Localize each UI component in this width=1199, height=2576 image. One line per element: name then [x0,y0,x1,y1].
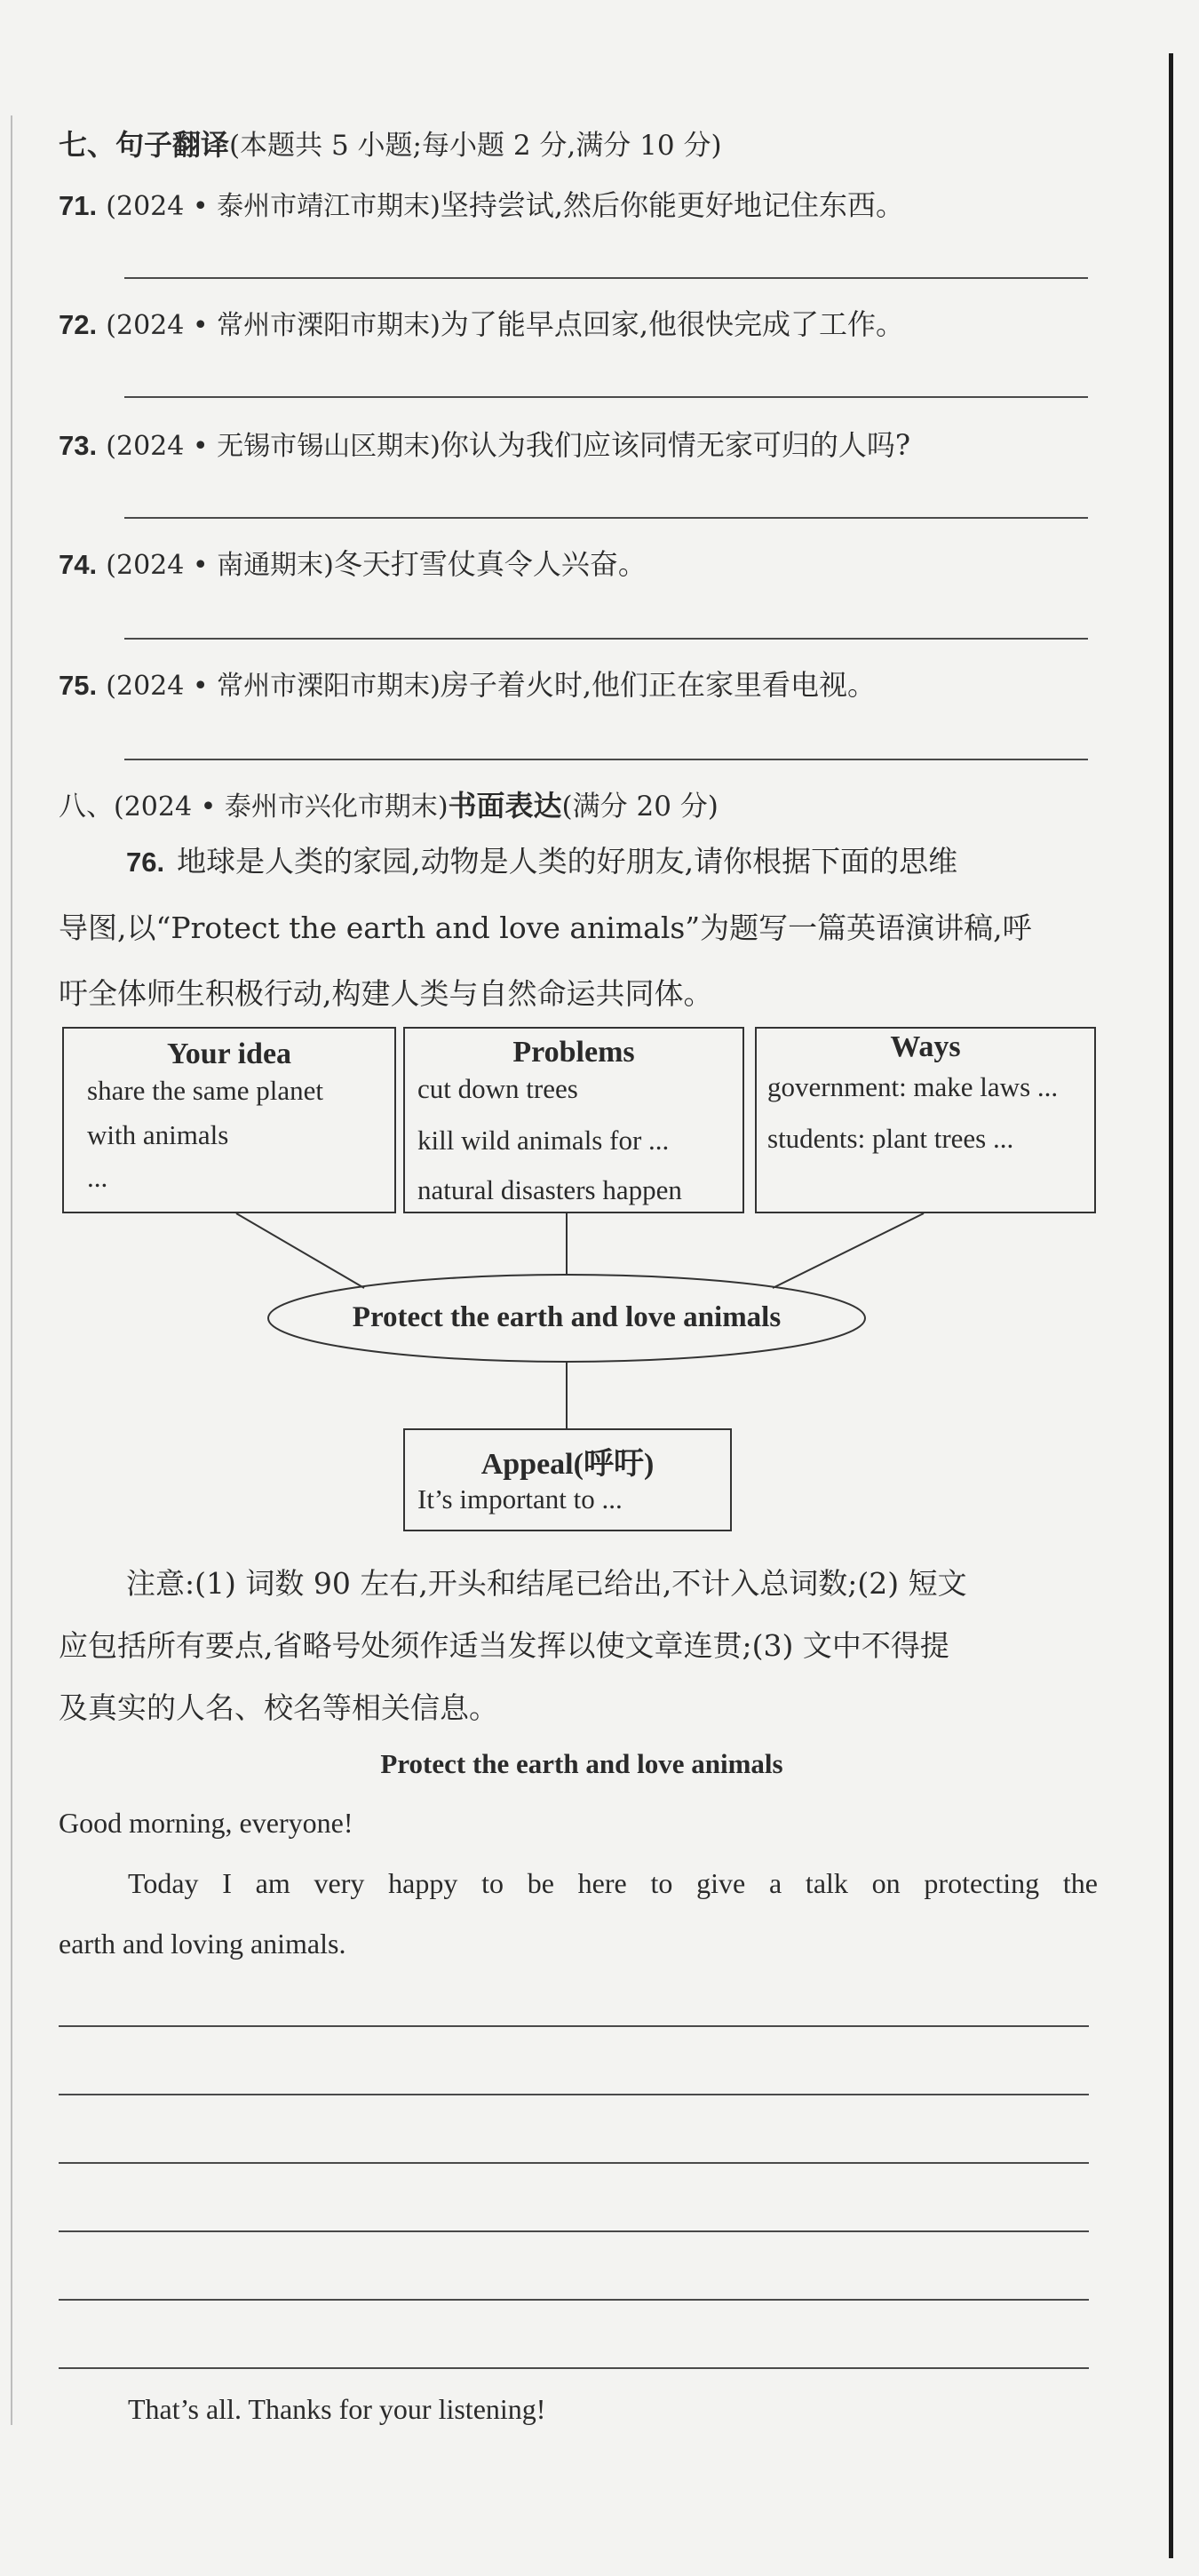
essay-greeting: Good morning, everyone! [59,1807,353,1839]
question-text: 为了能早点回家,他很快完成了工作。 [440,307,904,341]
connector-idea [236,1213,364,1288]
prompt-line-2: 导图,以“Protect the earth and love animals”为题写一篇英语演讲稿,呼 [59,910,1032,945]
section-8-source: (2024 • 泰州市兴化市期末) [114,791,449,823]
question-text: 坚持尝试,然后你能更好地记住东西。 [440,188,904,222]
appeal-line: It’s important to ... [417,1483,623,1515]
notes-line-1: 注意:(1) 词数 90 左右,开头和结尾已给出,不计入总词数;(2) 短文 [126,1566,967,1601]
question-text: 房子着火时,他们正在家里看电视。 [440,668,876,702]
essay-intro-line-2: earth and loving animals. [59,1928,346,1960]
appeal-title: Appeal(呼吁) [480,1448,655,1481]
idea-title: Your idea [166,1038,292,1070]
ways-line: students: plant trees ... [767,1123,1014,1154]
writing-line[interactable] [59,2025,1089,2027]
writing-line[interactable] [59,2094,1089,2095]
problems-line: kill wild animals for ... [417,1125,670,1156]
idea-line: share the same planet [87,1075,323,1106]
section-7-title: 句子翻译 [115,128,230,162]
writing-notes [59,1553,967,1739]
prompt-line-3: 吁全体师生积极行动,构建人类与自然命运共同体。 [59,976,713,1011]
connector-ways [773,1213,924,1288]
question-source: (2024 • 常州市溧阳市期末) [106,671,441,702]
essay-title: Protect the earth and love animals [380,1748,783,1779]
ways-title: Ways [890,1030,961,1063]
center-topic: Protect the earth and love animals [352,1301,782,1333]
problems-line: cut down trees [417,1073,578,1104]
idea-line: ... [87,1162,108,1193]
notes-line-2: 应包括所有要点,省略号处须作适当发挥以使文章连贯;(3) 文中不得提 [59,1628,949,1663]
idea-line: with animals [87,1119,229,1150]
essay-intro-line-1: Today I am very happy to be here to give a talk on protecting the [128,1867,1098,1899]
problems-box [403,1027,744,1213]
essay-closing: That’s all. Thanks for your listening! [128,2393,546,2425]
question-source: (2024 • 南通期末) [106,550,334,581]
question-number: 72. [59,309,98,340]
question-number: 73. [59,430,98,461]
question-number: 75. [59,670,98,701]
question-number: 76. [126,847,165,878]
question-source: (2024 • 无锡市锡山区期末) [106,431,441,462]
problems-line: natural disasters happen [417,1174,682,1205]
writing-line[interactable] [59,2299,1089,2301]
question-text: 你认为我们应该同情无家可归的人吗? [440,428,910,462]
question-text: 冬天打雪仗真令人兴奋。 [333,547,647,581]
prompt-line-1: 地球是人类的家园,动物是人类的好朋友,请你根据下面的思维 [177,844,958,879]
ways-line: government: make laws ... [767,1071,1059,1102]
appeal-box [403,1428,732,1531]
writing-line[interactable] [59,2367,1089,2369]
writing-line[interactable] [59,2162,1089,2164]
writing-line[interactable] [59,2230,1089,2232]
section-8-number: 八、 [59,791,114,823]
section-7-note: (本题共 5 小题;每小题 2 分,满分 10 分) [229,130,722,162]
ways-box [755,1027,1096,1213]
problems-title: Problems [512,1036,635,1069]
section-8-title: 书面表达 [448,789,562,823]
question-source: (2024 • 泰州市靖江市期末) [106,191,441,222]
notes-line-3: 及真实的人名、校名等相关信息。 [59,1690,498,1725]
question-number: 74. [59,549,98,580]
idea-box [62,1027,396,1213]
section-8-note: (满分 20 分) [561,791,719,823]
question-source: (2024 • 常州市溧阳市期末) [106,310,441,341]
question-number: 71. [59,190,98,221]
section-7-number: 七、 [59,128,116,162]
